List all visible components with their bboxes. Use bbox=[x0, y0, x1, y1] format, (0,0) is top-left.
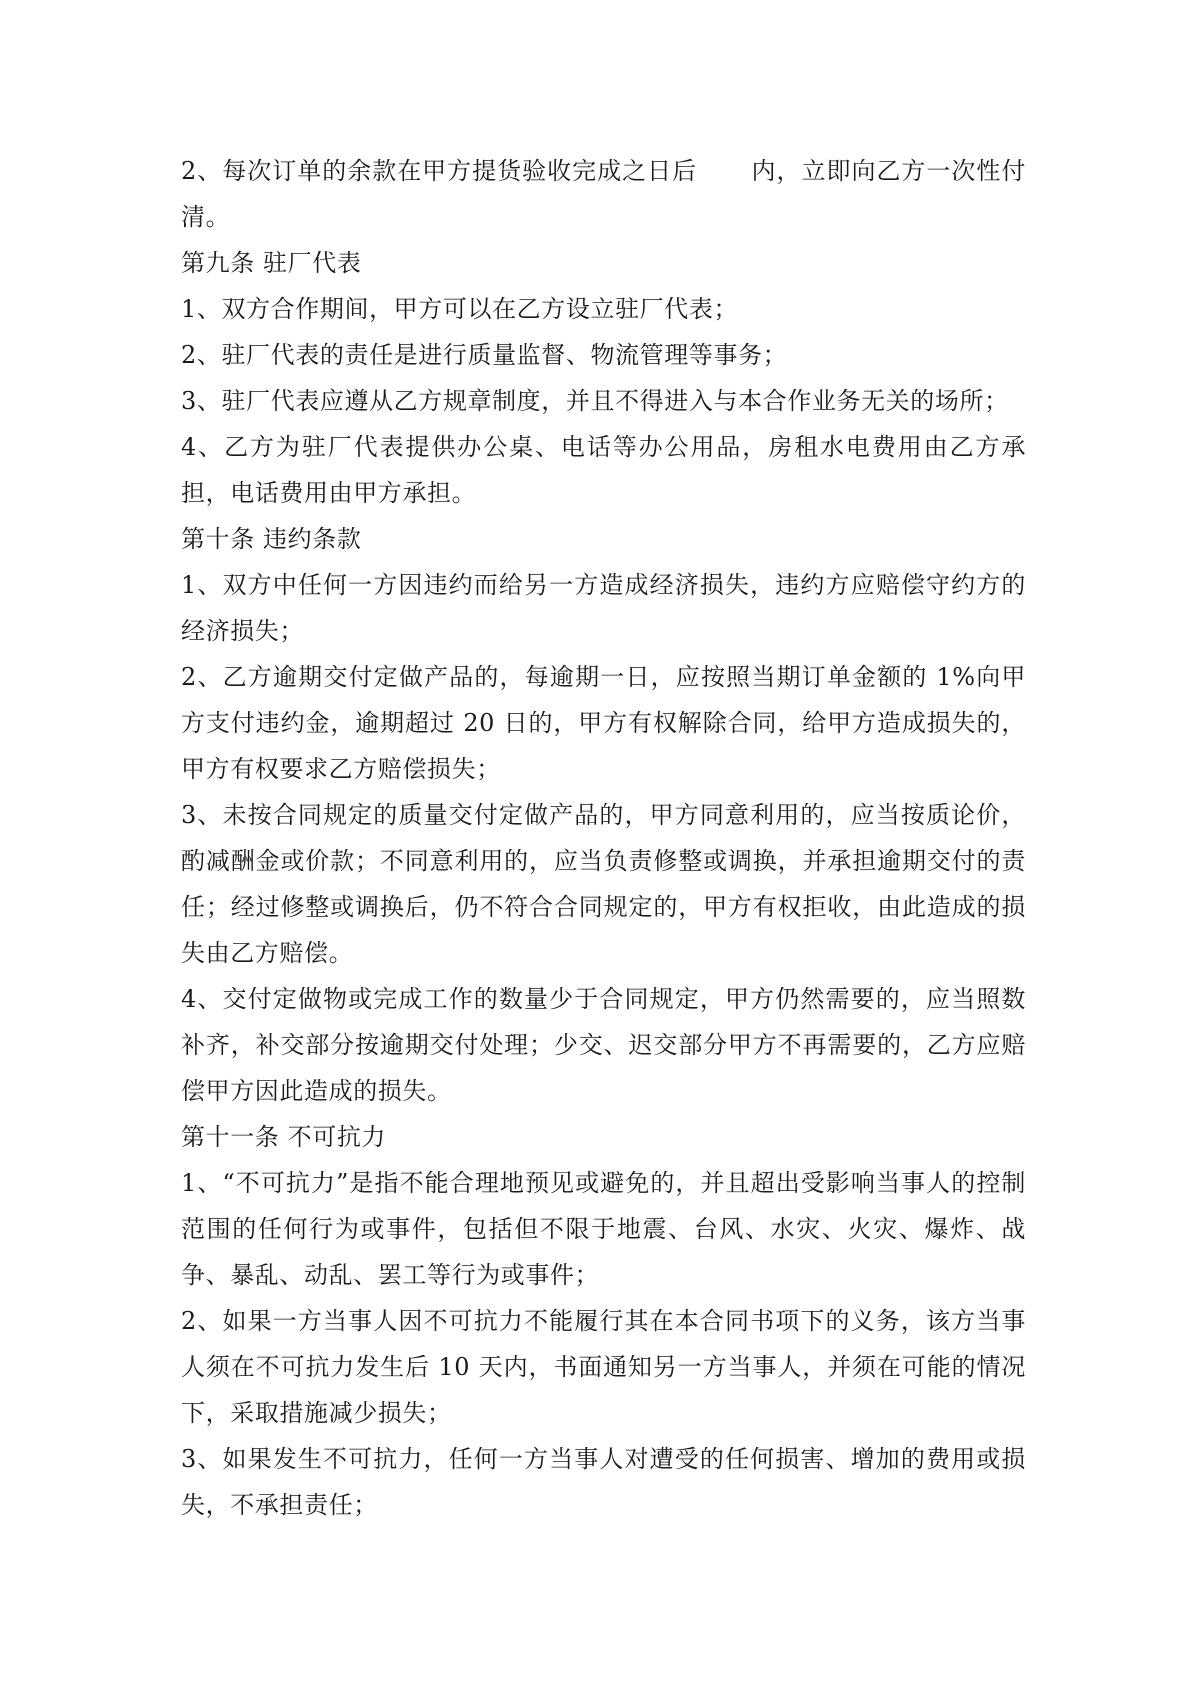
article-11-heading: 第十一条 不可抗力 bbox=[181, 1123, 387, 1151]
article-10-item-3: 3、未按合同规定的质量交付定做产品的，甲方同意利用的，应当按质论价，酌减酬金或价款；不同意利用的，应当负责修整或调换，并承担逾期交付的责任；经过修整或调换后，仍不符合合同规定的，甲方有权拒收，由此造成的损失由乙方赔偿。 bbox=[181, 801, 1026, 967]
payment-clause-text-after-blank: 内，立即向乙方一次性付清。 bbox=[181, 157, 1026, 231]
article-10-heading: 第十条 违约条款 bbox=[181, 525, 362, 553]
article-9-item-3: 3、驻厂代表应遵从乙方规章制度，并且不得进入与本合作业务无关的场所； bbox=[181, 387, 1009, 415]
article-9-item-1: 1、双方合作期间，甲方可以在乙方设立驻厂代表； bbox=[181, 295, 739, 323]
article-11-item-3: 3、如果发生不可抗力，任何一方当事人对遭受的任何损害、增加的费用或损失，不承担责任； bbox=[181, 1445, 1026, 1519]
payment-clause-text-before-blank: 2、每次订单的余款在甲方提货验收完成之日后 bbox=[181, 157, 698, 185]
article-11-item-2: 2、如果一方当事人因不可抗力不能履行其在本合同书项下的义务，该方当事人须在不可抗力发生后 10 天内，书面通知另一方当事人，并须在可能的情况下，采取措施减少损失； bbox=[181, 1307, 1026, 1427]
document-body bbox=[181, 148, 1026, 1528]
payment-clause-item-2 bbox=[181, 148, 1026, 240]
article-10-item-4: 4、交付定做物或完成工作的数量少于合同规定，甲方仍然需要的，应当照数补齐，补交部分按逾期交付处理；少交、迟交部分甲方不再需要的，乙方应赔偿甲方因此造成的损失。 bbox=[181, 985, 1026, 1105]
article-9-heading: 第九条 驻厂代表 bbox=[181, 249, 362, 277]
article-10-item-2: 2、乙方逾期交付定做产品的，每逾期一日，应按照当期订单金额的 1%向甲方支付违约金，逾期超过 20 日的，甲方有权解除合同，给甲方造成损失的，甲方有权要求乙方赔偿损失； bbox=[181, 663, 1026, 783]
article-11-item-1: 1、“不可抗力”是指不能合理地预见或避免的，并且超出受影响当事人的控制范围的任何行为或事件，包括但不限于地震、台风、水灾、火灾、爆炸、战争、暴乱、动乱、罢工等行为或事件； bbox=[181, 1169, 1026, 1289]
article-9-item-4: 4、乙方为驻厂代表提供办公桌、电话等办公用品，房租水电费用由乙方承担，电话费用由甲方承担。 bbox=[181, 433, 1026, 507]
article-10-item-1: 1、双方中任何一方因违约而给另一方造成经济损失，违约方应赔偿守约方的经济损失； bbox=[181, 571, 1026, 645]
article-9-item-2: 2、驻厂代表的责任是进行质量监督、物流管理等事务； bbox=[181, 341, 788, 369]
